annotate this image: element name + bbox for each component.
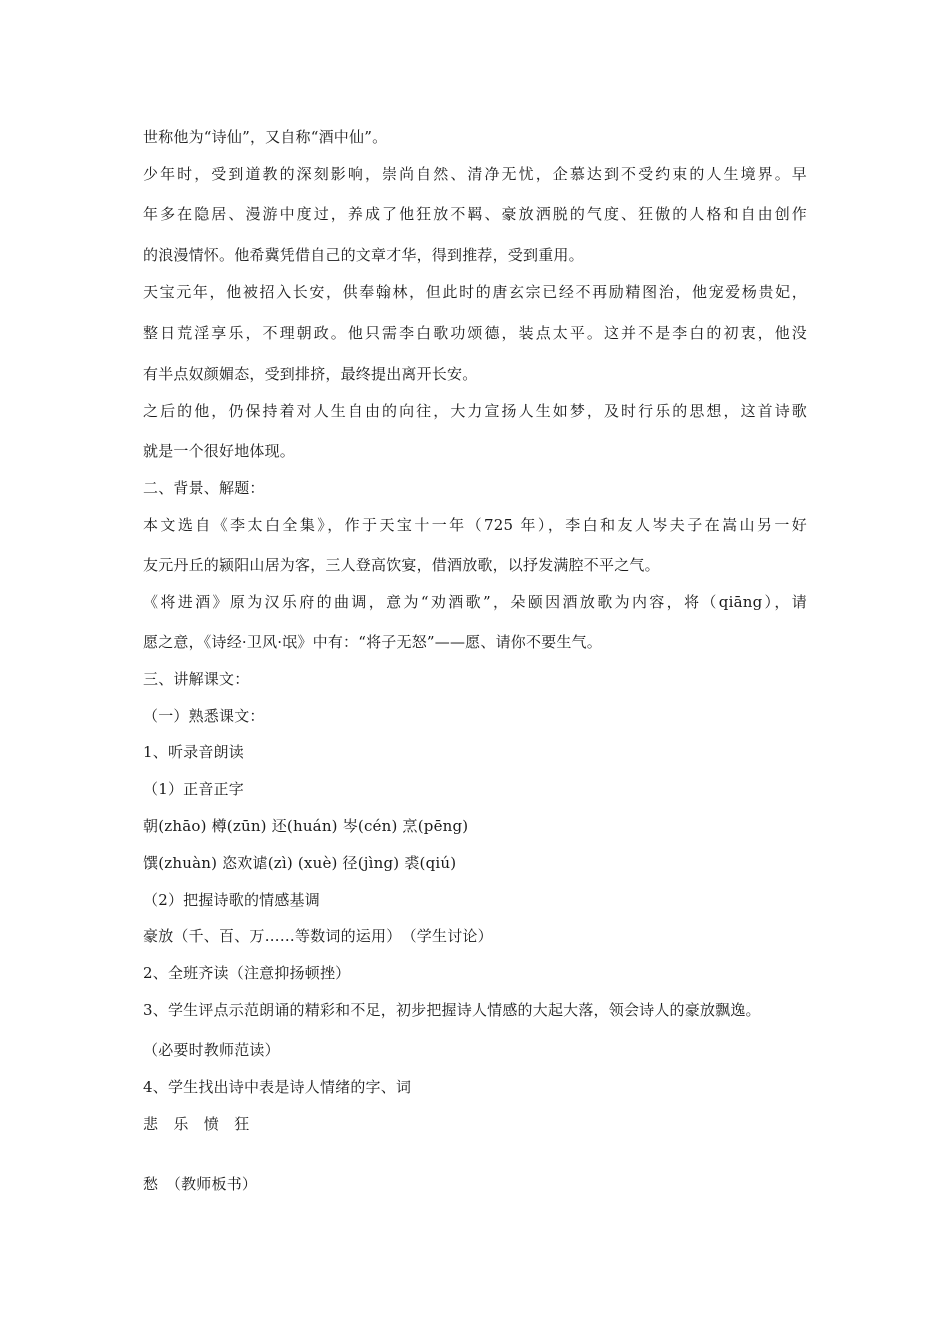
paragraph-line: （必要时教师范读） xyxy=(143,1041,280,1059)
paragraph-line: 豪放（千、百、万……等数词的运用） （学生讨论） xyxy=(143,927,493,945)
paragraph-line: 世称他为“诗仙”，又自称“酒中仙”。 xyxy=(143,128,388,146)
paragraph-line: 天宝元年，他被招入长安，供奉翰林，但此时的唐玄宗已经不再励精图治，他宠爱杨贵妃， xyxy=(143,283,807,301)
paragraph-line: 整日荒淫享乐，不理朝政。他只需李白歌功颂德，装点太平。这并不是李白的初衷，他没 xyxy=(143,324,807,342)
list-item: 1、听录音朗读 xyxy=(143,743,244,761)
section-heading: 三、讲解课文： xyxy=(143,670,250,688)
pinyin-line: 朝(zhāo) 樽(zūn) 还(huán) 岑(cén) 烹(pēng) xyxy=(143,817,469,835)
list-item: 4、学生找出诗中表是诗人情绪的字、词 xyxy=(143,1078,412,1096)
paragraph-line: 友元丹丘的颍阳山居为客，三人登高饮宴，借酒放歌，以抒发满腔不平之气。 xyxy=(143,556,660,574)
paragraph-line: 年多在隐居、漫游中度过，养成了他狂放不羁、豪放洒脱的气度、狂傲的人格和自由创作 xyxy=(143,205,807,223)
pinyin-line: 馔(zhuàn) 恣欢谑(zì) (xuè) 径(jìng) 裘(qiú) xyxy=(143,854,457,872)
list-item: （2）把握诗歌的情感基调 xyxy=(143,891,320,909)
paragraph-line: 有半点奴颜媚态，受到排挤，最终提出离开长安。 xyxy=(143,365,478,383)
paragraph-line: 少年时，受到道教的深刻影响，崇尚自然、清净无忧，企慕达到不受约束的人生境界。早 xyxy=(143,165,807,183)
subsection-heading: （一）熟悉课文： xyxy=(143,707,265,725)
paragraph-line: 《将进酒》原为汉乐府的曲调，意为“劝酒歌”，朵颐因酒放歌为内容，将（qiāng），请 xyxy=(143,593,807,611)
paragraph-line: 之后的他，仍保持着对人生自由的向往，大力宣扬人生如梦，及时行乐的思想，这首诗歌 xyxy=(143,402,807,420)
paragraph-line: 悲 乐 愤 狂 xyxy=(143,1115,250,1133)
list-item: （1）正音正字 xyxy=(143,780,244,798)
paragraph-line: 本文选自《李太白全集》，作于天宝十一年（725 年），李白和友人岑夫子在嵩山另一好 xyxy=(143,516,807,534)
list-item: 2、全班齐读（注意抑扬顿挫） xyxy=(143,964,351,982)
paragraph-line: 的浪漫情怀。他希冀凭借自己的文章才华，得到推荐，受到重用。 xyxy=(143,246,584,264)
paragraph-line: 就是一个很好地体现。 xyxy=(143,442,296,460)
paragraph-line: 愁 （教师板书） xyxy=(143,1175,258,1193)
section-heading: 二、背景、解题： xyxy=(143,479,265,497)
list-item: 3、学生评点示范朗诵的精彩和不足，初步把握诗人情感的大起大落，领会诗人的豪放飘逸。 xyxy=(143,1001,761,1019)
paragraph-line: 愿之意，《诗经·卫风·氓》中有：“将子无怒”——愿、请你不要生气。 xyxy=(143,633,602,651)
